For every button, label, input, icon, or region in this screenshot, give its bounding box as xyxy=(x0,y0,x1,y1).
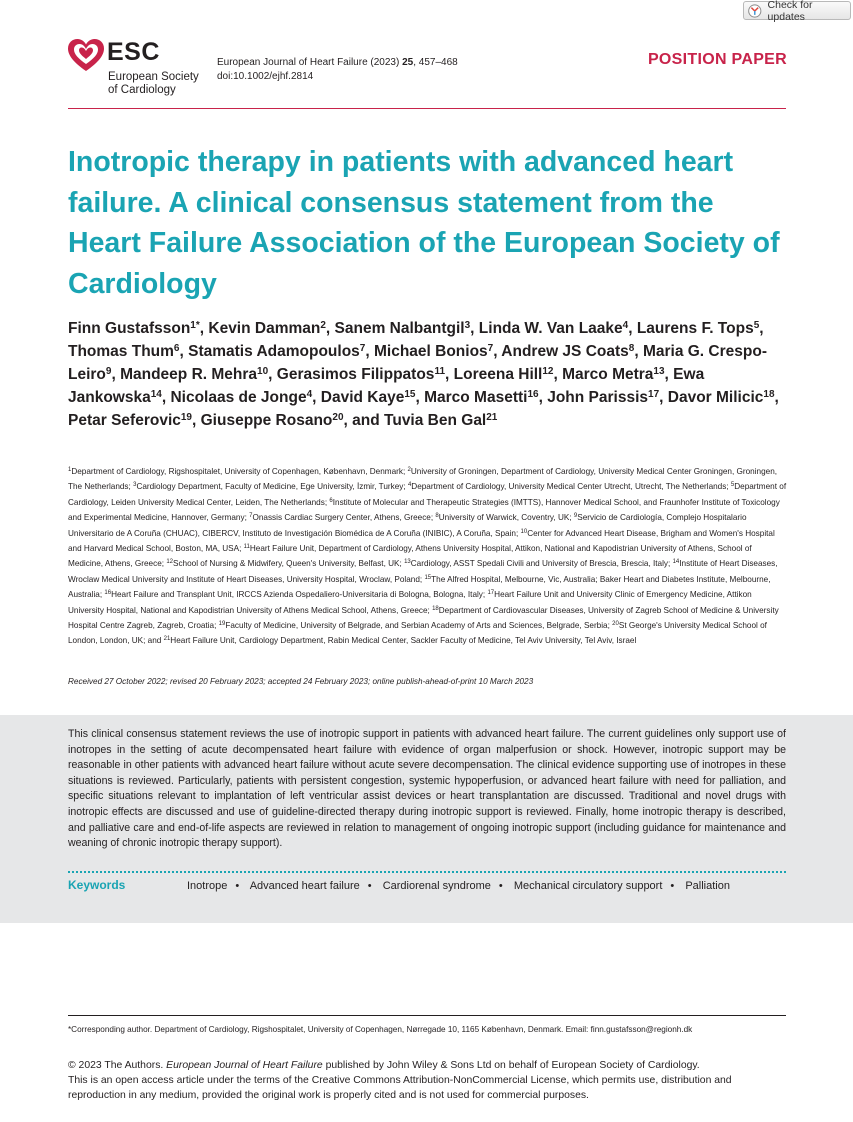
author-name: Andrew JS Coats xyxy=(501,343,629,360)
author-affiliation-marker: 8 xyxy=(628,343,635,354)
affiliation-number: 2 xyxy=(407,467,411,473)
keyword-item: Cardiorenal syndrome xyxy=(382,880,491,892)
keyword-item: Advanced heart failure xyxy=(249,880,360,892)
affiliation-number: 17 xyxy=(487,590,495,597)
affiliations xyxy=(68,464,788,649)
copyright-notice xyxy=(68,1058,788,1103)
affiliation-number: 13 xyxy=(404,559,411,566)
check-for-updates-button[interactable] xyxy=(743,0,851,23)
author-name: Gerasimos Filippatos xyxy=(276,366,435,383)
author-affiliation-marker: 4 xyxy=(306,389,313,400)
keyword-separator: • xyxy=(498,880,503,892)
journal-citation xyxy=(217,56,458,84)
keyword-item: Inotrope xyxy=(187,880,228,892)
keywords-label: Keywords xyxy=(68,878,126,892)
author-affiliation-marker: 9 xyxy=(105,366,112,377)
affiliation-number: 9 xyxy=(573,513,578,520)
affiliation-text: Servicio de Cardiología, Complejo Hospitalario Universitario de A Coruña (CHUAC), CIBERCV, Instituto de Investigación Biomédica de A Coruña (INIBIC), A Coruña, Spain; xyxy=(68,513,747,538)
keyword-item: Palliation xyxy=(685,880,730,892)
crossmark-icon xyxy=(748,4,762,18)
affiliation-text: Heart Failure Unit and University Clinic of Emergency Medicine, Attikon University Hospital, National and Kapodistrian University of Athens Medical School, Athens, Greece; xyxy=(68,590,752,615)
author-affiliation-marker: 18 xyxy=(763,389,775,400)
author-affiliation-marker: 1* xyxy=(190,320,200,331)
author-name: Giuseppe Rosano xyxy=(200,412,333,429)
author-affiliation-marker: 2 xyxy=(320,320,326,331)
keywords-divider xyxy=(68,871,786,873)
author-list: Finn Gustafsson$^{1*}$, Kevin Damman$^2$, Sanem Nalbantgil$^3$, Linda W. Van Laake$^4$, Laurens F. Tops$^5$, Thomas Thum$^6$, Stamatis Adamopoulos$^7$, Michael Bonios$^7$, Andrew JS Coats$^8$, Maria G. Crespo-Leiro$^9$, Mandeep R. Mehra$^{10}$, Gerasimos Filippatos$^{11}$, Loreena Hill$^{12}$, Marco Metra$^{13}$, Ewa Jankowska$^{14}$, Nicolaas de Jonge$^4$, David Kaye$^{15}$, Marco Masetti$^{16}$, John Parissis$^{17}$, Davor Milicic$^{18}$, Petar Seferovic$^{19}$, Giuseppe Rosano$^{20}$, and Tuvia Ben Gal$^{21}$ xyxy=(68,320,779,429)
author-affiliation-marker: 17 xyxy=(648,389,660,400)
affiliation-number: 7 xyxy=(249,513,253,520)
affiliation-number: 6 xyxy=(329,497,333,504)
affiliation-number: 11 xyxy=(243,544,250,551)
logo-line-1: European Society xyxy=(108,71,199,83)
keyword-separator: • xyxy=(235,880,240,892)
affiliation-text: Faculty of Medicine, University of Belgrade, and Serbian Academy of Arts and Sciences, Belgrade, Serbia; xyxy=(225,621,613,631)
logo-esc-text: ESC xyxy=(107,38,160,66)
author-name: Sanem Nalbantgil xyxy=(334,320,465,337)
logo-society-name xyxy=(108,71,199,97)
affiliation-number: 12 xyxy=(166,559,173,566)
journal-name: European Journal of Heart Failure (2023) xyxy=(217,57,400,68)
author-name: Marco Metra xyxy=(562,366,654,383)
journal-doi[interactable]: doi:10.1002/ejhf.2814 xyxy=(217,71,314,82)
author-affiliation-marker: 12 xyxy=(542,366,554,377)
keyword-separator: • xyxy=(367,880,372,892)
author-affiliation-marker: 15 xyxy=(404,389,416,400)
copyright-post: published by John Wiley & Sons Ltd on behalf of European Society of Cardiology. xyxy=(322,1060,700,1071)
affiliation-number: 10 xyxy=(520,528,528,535)
affiliation-number: 14 xyxy=(672,559,680,566)
affiliation-text: Heart Failure and Transplant Unit, IRCCS Azienda Ospedaliero-Universitaria di Bologna, Bologna, Italy; xyxy=(111,590,488,600)
author-name: John Parissis xyxy=(547,389,649,406)
article-dates: Received 27 October 2022; revised 20 February 2023; accepted 24 February 2023; online publish-ahead-of-print 10 March 2023 xyxy=(68,677,534,686)
affiliation-number: 18 xyxy=(432,605,439,612)
author-name: Laurens F. Tops xyxy=(636,320,754,337)
author-name: Loreena Hill xyxy=(453,366,543,383)
author-name: David Kaye xyxy=(320,389,405,406)
affiliation-text: The Alfred Hospital, Melbourne, Vic, Australia; Baker Heart and Diabetes Institute, Melbourne, Australia; xyxy=(68,574,771,600)
authors-conjunction: and xyxy=(352,412,380,429)
affiliation-text: Institute of Molecular and Therapeutic Strategies (IMTTS), Hannover Medical School, and Fraunhofer Institute of Toxicology and Experimental Medicine, Hannover, Germany; xyxy=(68,497,780,523)
logo-line-2: of Cardiology xyxy=(108,84,176,96)
author-affiliation-marker: 7 xyxy=(487,343,494,354)
affiliation-text: Institute of Heart Diseases, Wroclaw Medical University and Institute of Heart Diseases, University Hospital, Wroclaw, Poland; xyxy=(68,559,778,584)
author-affiliation-marker: 5 xyxy=(753,320,760,331)
author-affiliation-marker: 10 xyxy=(257,366,269,377)
corresponding-author: *Corresponding author. Department of Cardiology, Rigshospitalet, University of Copenhagen, Nørregade 10, 1165 København, Denmark. Email: finn.gustafsson@regionh.dk xyxy=(68,1025,693,1034)
author-name: Petar Seferovic xyxy=(68,412,181,429)
author-name: Stamatis Adamopoulos xyxy=(188,343,360,360)
affiliation-number: 19 xyxy=(218,621,226,628)
author-affiliation-marker: 6 xyxy=(173,343,180,354)
affiliation-text: Cardiology Department, Faculty of Medicine, Ege University, İzmir, Turkey; xyxy=(136,482,408,492)
author-name: Davor Milicic xyxy=(667,389,764,406)
affiliation-text: Cardiology, ASST Spedali Civili and University of Brescia, Brescia, Italy; xyxy=(410,559,673,569)
author-affiliation-marker: 13 xyxy=(653,366,665,377)
affiliation-number: 8 xyxy=(435,513,439,520)
article-title: Inotropic therapy in patients with advanced heart failure. A clinical consensus statement from the Heart Failure Association of the European Society of Cardiology xyxy=(68,146,780,300)
author-affiliation-marker: 20 xyxy=(332,412,344,423)
header-divider xyxy=(68,108,786,109)
affiliation-number: 20 xyxy=(612,621,619,628)
affiliation-text: Onassis Cardiac Surgery Center, Athens, Greece; xyxy=(252,513,436,523)
journal-volume: 25 xyxy=(402,57,414,68)
author-name: Michael Bonios xyxy=(373,343,488,360)
affiliation-number: 21 xyxy=(163,636,171,643)
affiliation-text: School of Nursing & Midwifery, Queen's University, Belfast, UK; xyxy=(173,559,405,569)
affiliation-text: University of Warwick, Coventry, UK; xyxy=(438,513,574,523)
section-label: POSITION PAPER xyxy=(647,51,787,68)
abstract-text: This clinical consensus statement reviews the use of inotropic support in patients with advanced heart failure. The current guidelines only support use of inotropes in the setting of acute decompensated heart failure with evidence of organ malperfusion or shock. However, inotropic support may be reasonable in other patients with advanced heart failure without acute severe decompensation. The clinical evidence supporting use of inotropes in these situations is reviewed. Particularly, patients with persistent congestion, systemic hypoperfusion, or advanced heart failure with need for palliation, and specific situations relevant to implantation of left ventricular assist devices or heart transplantation are discussed. Traditional and novel drugs with inotropic effects are discussed and use of guideline-directed therapy during inotropic support is reviewed. Finally, home inotropic therapy is described, and palliative care and end-of-life aspects are reviewed in relation to management of ongoing inotropic support (including guidance for maintenance and weaning of chronic inotropic therapy support). xyxy=(68,728,786,850)
check-for-updates-label: Check for updates xyxy=(767,0,813,23)
author-name: Nicolaas de Jonge xyxy=(170,389,307,406)
journal-pages: , 457–468 xyxy=(413,57,458,68)
copyright-journal: European Journal of Heart Failure xyxy=(166,1060,323,1071)
affiliation-text: St George's University Medical School of London, London, UK; and xyxy=(68,621,767,646)
author-name: Mandeep R. Mehra xyxy=(120,366,258,383)
author-affiliation-marker: 14 xyxy=(150,389,162,400)
author-affiliation-marker: 19 xyxy=(180,412,192,423)
author-name: Linda W. Van Laake xyxy=(478,320,623,337)
footer-divider xyxy=(68,1015,786,1016)
affiliation-text: Heart Failure Unit, Department of Cardiology, Athens University Hospital, Attikon, National and Kapodistrian University of Athens, School of Medicine, Athens, Greece; xyxy=(68,544,752,569)
author-name: Finn Gustafsson xyxy=(68,320,191,337)
affiliation-text: Department of Cardiovascular Diseases, University of Zagreb School of Medicine & University Hospital Centre Zagreb, Zagreb, Croatia; xyxy=(68,605,779,631)
affiliation-number: 16 xyxy=(104,590,112,597)
affiliation-text: Center for Advanced Heart Disease, Brigham and Women's Hospital and Harvard Medical School, Boston, MA, USA; xyxy=(68,528,775,554)
affiliation-number: 4 xyxy=(407,482,412,489)
author-name: Thomas Thum xyxy=(68,343,174,360)
keyword-separator: • xyxy=(670,880,675,892)
copyright-pre: © 2023 The Authors. xyxy=(68,1060,167,1071)
affiliation-number: 1 xyxy=(68,467,72,473)
author-name: Ewa Jankowska xyxy=(68,366,705,406)
esc-heart-logo-icon xyxy=(67,38,105,74)
author-affiliation-marker: 7 xyxy=(359,343,366,354)
author-affiliation-marker: 16 xyxy=(527,389,539,400)
author-affiliation-marker: 4 xyxy=(622,320,629,331)
author-affiliation-marker: 11 xyxy=(434,366,446,377)
affiliation-text: Department of Cardiology, University Medical Center Utrecht, Utrecht, The Netherlands; xyxy=(411,482,731,492)
author-name: Tuvia Ben Gal xyxy=(384,412,487,429)
author-name: Maria G. Crespo-Leiro xyxy=(68,343,767,383)
affiliation-text: Department of Cardiology, Leiden University Medical Center, Leiden, The Netherlands; xyxy=(68,482,787,507)
author-name: Kevin Damman xyxy=(208,320,321,337)
author-name: Marco Masetti xyxy=(424,389,528,406)
author-affiliation-marker: 3 xyxy=(464,320,471,331)
affiliation-text: Heart Failure Unit, Cardiology Department, Rabin Medical Center, Sackler Faculty of Medicine, Tel Aviv University, Tel Aviv, Israel xyxy=(170,636,637,646)
affiliation-number: 15 xyxy=(424,574,432,581)
affiliation-number: 3 xyxy=(133,482,137,489)
affiliation-number: 5 xyxy=(730,482,735,489)
author-affiliation-marker: 21 xyxy=(486,412,498,423)
keyword-item: Mechanical circulatory support xyxy=(513,880,663,892)
affiliation-text: University of Groningen, Department of Cardiology, University Medical Center Groningen, Groningen, The Netherlands; xyxy=(68,467,778,492)
license-text: This is an open access article under the terms of the Creative Commons Attribution-NonCommercial License, which permits use, distribution and reproduction in any medium, provided the original work is properly cited and is not used for commercial purposes. xyxy=(68,1075,732,1101)
keywords-list xyxy=(187,878,767,895)
affiliation-text: Department of Cardiology, Rigshospitalet, University of Copenhagen, København, Denmark; xyxy=(71,467,408,476)
